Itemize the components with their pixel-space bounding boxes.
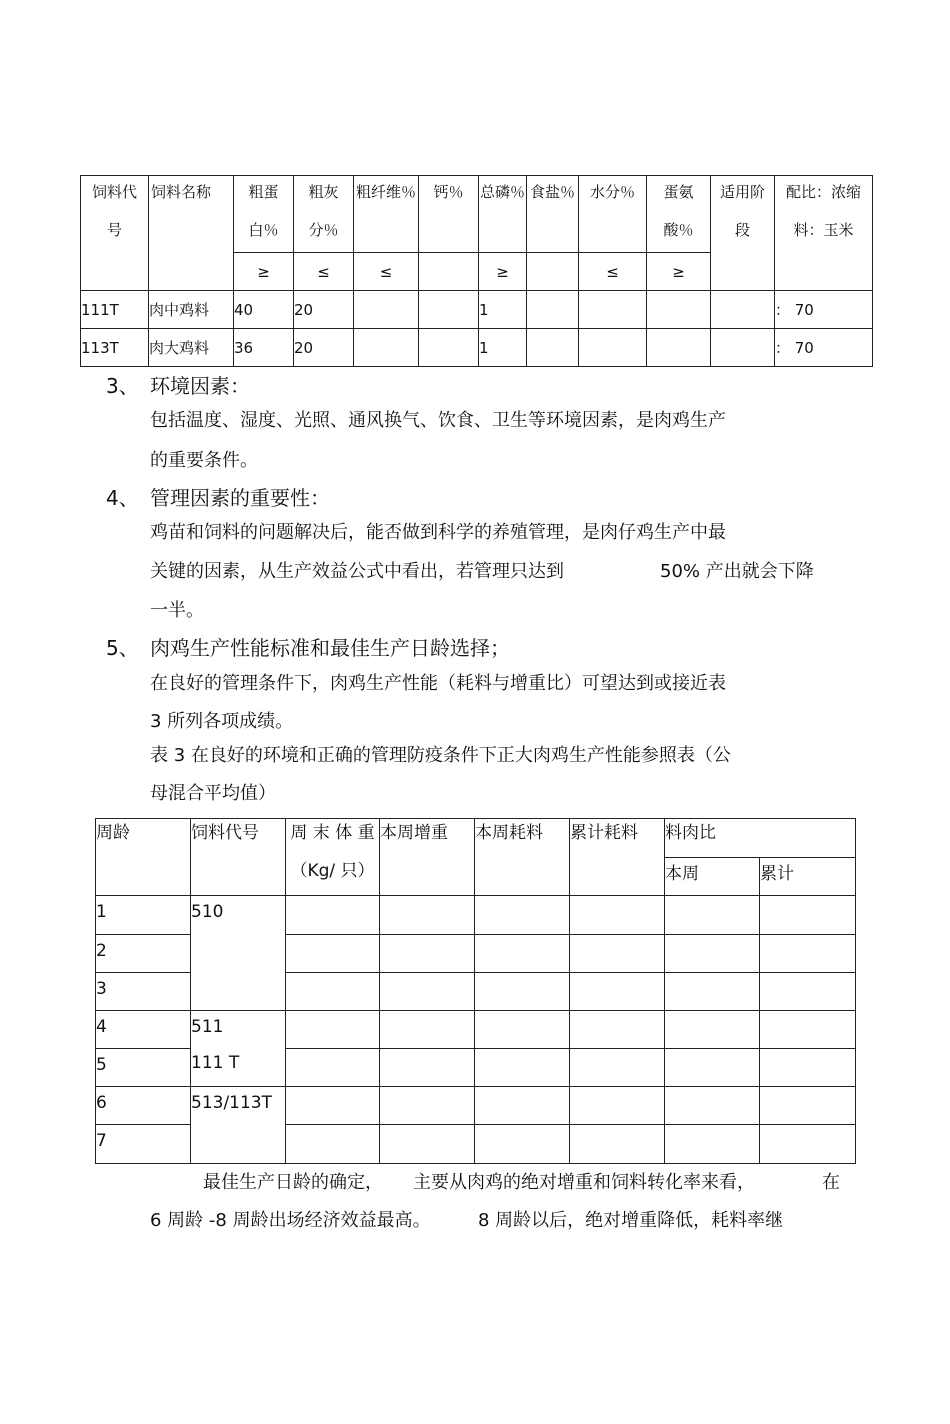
feed-spec-table [80, 175, 873, 367]
closing-line-1c: 在 [822, 1172, 840, 1193]
symbol-ash: ≤ [294, 253, 354, 291]
performance-table [95, 818, 856, 1164]
closing-line-1a: 最佳生产日龄的确定， [203, 1172, 383, 1193]
row-calcium [419, 291, 479, 329]
header-ratio-total: 累计 [760, 858, 856, 896]
section-3-line-2: 的重要条件。 [150, 450, 258, 471]
row-salt [527, 291, 579, 329]
header-code: 饲料代 号 [81, 176, 149, 291]
header-name: 饲料名称 [149, 176, 234, 291]
header-total-consume: 累计耗料 [570, 819, 665, 896]
row-ash: 20 [294, 329, 354, 367]
section-4-line-1: 鸡苗和饲料的问题解决后，能否做到科学的养殖管理，是肉仔鸡生产中最 [150, 522, 726, 543]
symbol-salt [527, 253, 579, 291]
row-ratio: ： 70 [775, 329, 873, 367]
closing-line-2b: 8 周龄以后，绝对增重降低，耗料率继 [478, 1210, 784, 1231]
row-lysine [647, 329, 711, 367]
row-code: 113T [81, 329, 149, 367]
feed-cell: 510 [191, 896, 286, 1011]
header-water: 水分％ [579, 176, 647, 253]
row-phosphorus: 1 [479, 329, 527, 367]
header-ash: 粗灰 分％ [294, 176, 354, 253]
table-row [96, 1087, 856, 1125]
row-code: 111T [81, 291, 149, 329]
header-week: 周龄 [96, 819, 191, 896]
header-phosphorus: 总磷％ [479, 176, 527, 253]
header-lysine: 蛋氨 酸％ [647, 176, 711, 253]
section-5-line-1: 在良好的管理条件下，肉鸡生产性能（耗料与增重比）可望达到或接近表 [150, 673, 726, 694]
header-ratio-week: 本周 [665, 858, 760, 896]
row-fiber [354, 329, 419, 367]
header-salt: 食盐％ [527, 176, 579, 253]
row-calcium [419, 329, 479, 367]
header-calcium: 钙％ [419, 176, 479, 253]
closing-line-1b: 主要从肉鸡的绝对增重和饲料转化率来看， [413, 1172, 755, 1193]
row-salt [527, 329, 579, 367]
section-4-number: 4、 [106, 486, 139, 510]
header-ratio: 配比：浓缩 料：玉米 [775, 176, 873, 291]
week-cell: 2 [96, 935, 191, 973]
header-feed-ratio: 料肉比 [665, 819, 856, 858]
row-fiber [354, 291, 419, 329]
section-3-line-1: 包括温度、湿度、光照、通风换气、饮食、卫生等环境因素，是肉鸡生产 [150, 410, 726, 431]
week-cell: 4 [96, 1011, 191, 1049]
section-3-number: 3、 [106, 374, 139, 398]
section-3-title: 环境因素： [150, 374, 250, 398]
header-fiber: 粗纤维％ [354, 176, 419, 253]
section-5-title: 肉鸡生产性能标准和最佳生产日龄选择； [150, 636, 510, 660]
table-3-caption-2: 母混合平均值） [150, 783, 276, 804]
row-stage [711, 329, 775, 367]
header-stage: 适用阶 段 [711, 176, 775, 291]
table-row [96, 896, 856, 935]
symbol-protein: ≥ [234, 253, 294, 291]
header-gain: 本周增重 [380, 819, 475, 896]
row-name: 肉中鸡料 [149, 291, 234, 329]
week-cell: 7 [96, 1125, 191, 1164]
section-4-line-3: 一半。 [150, 600, 204, 621]
row-phosphorus: 1 [479, 291, 527, 329]
section-4-line-2b: 50% 产出就会下降 [660, 561, 814, 582]
table-row [81, 291, 873, 329]
symbol-fiber: ≤ [354, 253, 419, 291]
row-stage [711, 291, 775, 329]
symbol-calcium [419, 253, 479, 291]
section-4-line-2: 关键的因素，从生产效益公式中看出，若管理只达到 [150, 561, 564, 582]
week-cell: 3 [96, 973, 191, 1011]
feed-cell: 511 111 T [191, 1011, 286, 1087]
row-protein: 40 [234, 291, 294, 329]
header-weight: 周 末 体 重 （Kg/ 只） [286, 819, 380, 896]
symbol-water: ≤ [579, 253, 647, 291]
closing-line-2a: 6 周龄 -8 周龄出场经济效益最高。 [150, 1210, 431, 1231]
section-4-title: 管理因素的重要性： [150, 486, 330, 510]
table-row [96, 1011, 856, 1049]
week-cell: 1 [96, 896, 191, 935]
header-feed-code: 饲料代号 [191, 819, 286, 896]
row-ratio: ： 70 [775, 291, 873, 329]
section-5-line-2: 3 所列各项成绩。 [150, 711, 294, 732]
week-cell: 6 [96, 1087, 191, 1125]
symbol-lysine: ≥ [647, 253, 711, 291]
row-water [579, 291, 647, 329]
table-row [81, 329, 873, 367]
row-lysine [647, 291, 711, 329]
header-protein: 粗蛋 白％ [234, 176, 294, 253]
symbol-phosphorus: ≥ [479, 253, 527, 291]
table-3-caption-1: 表 3 在良好的环境和正确的管理防疫条件下正大肉鸡生产性能参照表（公 [150, 745, 731, 766]
section-5-number: 5、 [106, 636, 139, 660]
header-consume: 本周耗料 [475, 819, 570, 896]
row-ash: 20 [294, 291, 354, 329]
row-protein: 36 [234, 329, 294, 367]
row-water [579, 329, 647, 367]
week-cell: 5 [96, 1049, 191, 1087]
feed-cell: 513/113T [191, 1087, 286, 1164]
row-name: 肉大鸡料 [149, 329, 234, 367]
